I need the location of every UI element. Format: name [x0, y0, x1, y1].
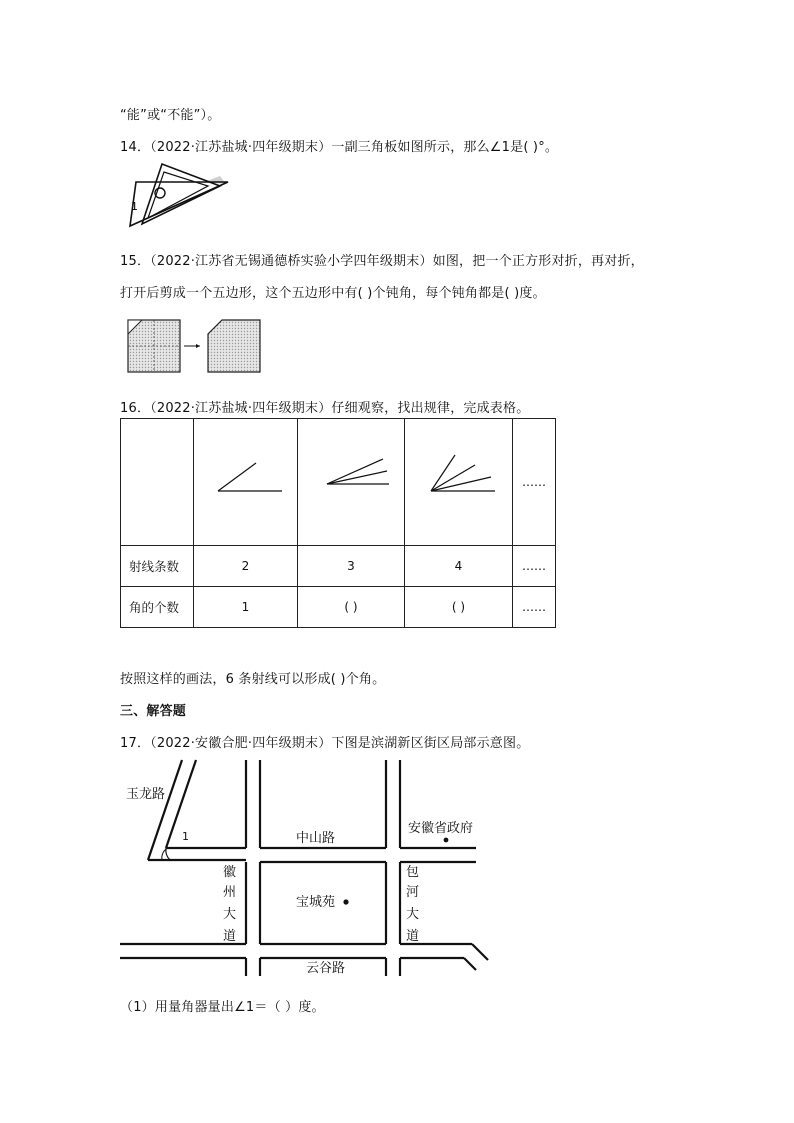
answer-blank[interactable]: ( ): [405, 587, 513, 628]
table-cell: 3: [298, 546, 405, 587]
road-label-huizhou-2: 州: [223, 885, 237, 900]
road-label-baohe-3: 大: [406, 907, 420, 922]
triangle-rulers-figure: [120, 158, 232, 236]
angle-1-label: 1: [131, 200, 138, 213]
figure-cell-3-rays: [298, 419, 405, 546]
question-17-part1: （1）用量角器量出∠1＝（ ）度。: [120, 1000, 325, 1015]
angle-1-label: 1: [182, 830, 189, 843]
four-rays-figure: [419, 451, 499, 511]
figure-cell-2-rays: [194, 419, 298, 546]
road-label-baohe-2: 河: [406, 885, 420, 900]
road-label-baohe-1: 包: [406, 865, 420, 880]
table-row-rays: [121, 546, 556, 587]
question-16-followup: 按照这样的画法，6 条射线可以形成( )个角。: [120, 672, 386, 687]
street-map-figure: [110, 756, 500, 982]
three-rays-figure: [311, 451, 391, 511]
baocheng-dot: [343, 899, 348, 904]
rays-angles-table: [120, 418, 556, 628]
row-label-rays: 射线条数: [121, 546, 194, 587]
gov-dot: [444, 838, 449, 843]
road-label-huizhou-3: 大: [223, 907, 237, 922]
section-heading-3: 三、解答题: [120, 704, 187, 719]
square-fold-figure: [126, 318, 264, 374]
road-label-huizhou-4: 道: [223, 929, 237, 944]
question-16: 16．（2022·江苏盐城·四年级期末）仔细观察，找出规律，完成表格。: [120, 401, 530, 416]
two-rays-figure: [206, 451, 286, 511]
table-cell: ……: [513, 587, 556, 628]
figure-cell-4-rays: [405, 419, 513, 546]
table-row-angles: [121, 587, 556, 628]
table-cell: 2: [194, 546, 298, 587]
line-prev-ending: “能”或“不能”）。: [120, 108, 221, 123]
road-label-yungu: 云谷路: [306, 961, 346, 976]
table-cell: 4: [405, 546, 513, 587]
road-label-huizhou-1: 徽: [223, 865, 237, 880]
road-label-yulong: 玉龙路: [126, 787, 166, 802]
place-label-gov: 安徽省政府: [408, 821, 474, 836]
road-label-zhongshan: 中山路: [296, 831, 336, 846]
table-cell: ……: [513, 546, 556, 587]
question-17: 17．（2022·安徽合肥·四年级期末）下图是滨湖新区街区局部示意图。: [120, 736, 530, 751]
table-cell: 1: [194, 587, 298, 628]
question-15-line1: 15．（2022·江苏省无锡通德桥实验小学四年级期末）如图，把一个正方形对折，再对折，: [120, 254, 644, 269]
question-14: 14．（2022·江苏盐城·四年级期末）一副三角板如图所示，那么∠1是( )°。: [120, 140, 559, 155]
question-15-line2: 打开后剪成一个五边形，这个五边形中有( )个钝角，每个钝角都是( )度。: [120, 286, 546, 301]
figure-cell-ellipsis: ……: [513, 419, 556, 546]
road-label-baohe-4: 道: [406, 929, 420, 944]
row-label-angles: 角的个数: [121, 587, 194, 628]
answer-blank[interactable]: ( ): [298, 587, 405, 628]
place-label-baocheng: 宝城苑: [296, 895, 336, 910]
table-corner-cell: [121, 419, 194, 546]
